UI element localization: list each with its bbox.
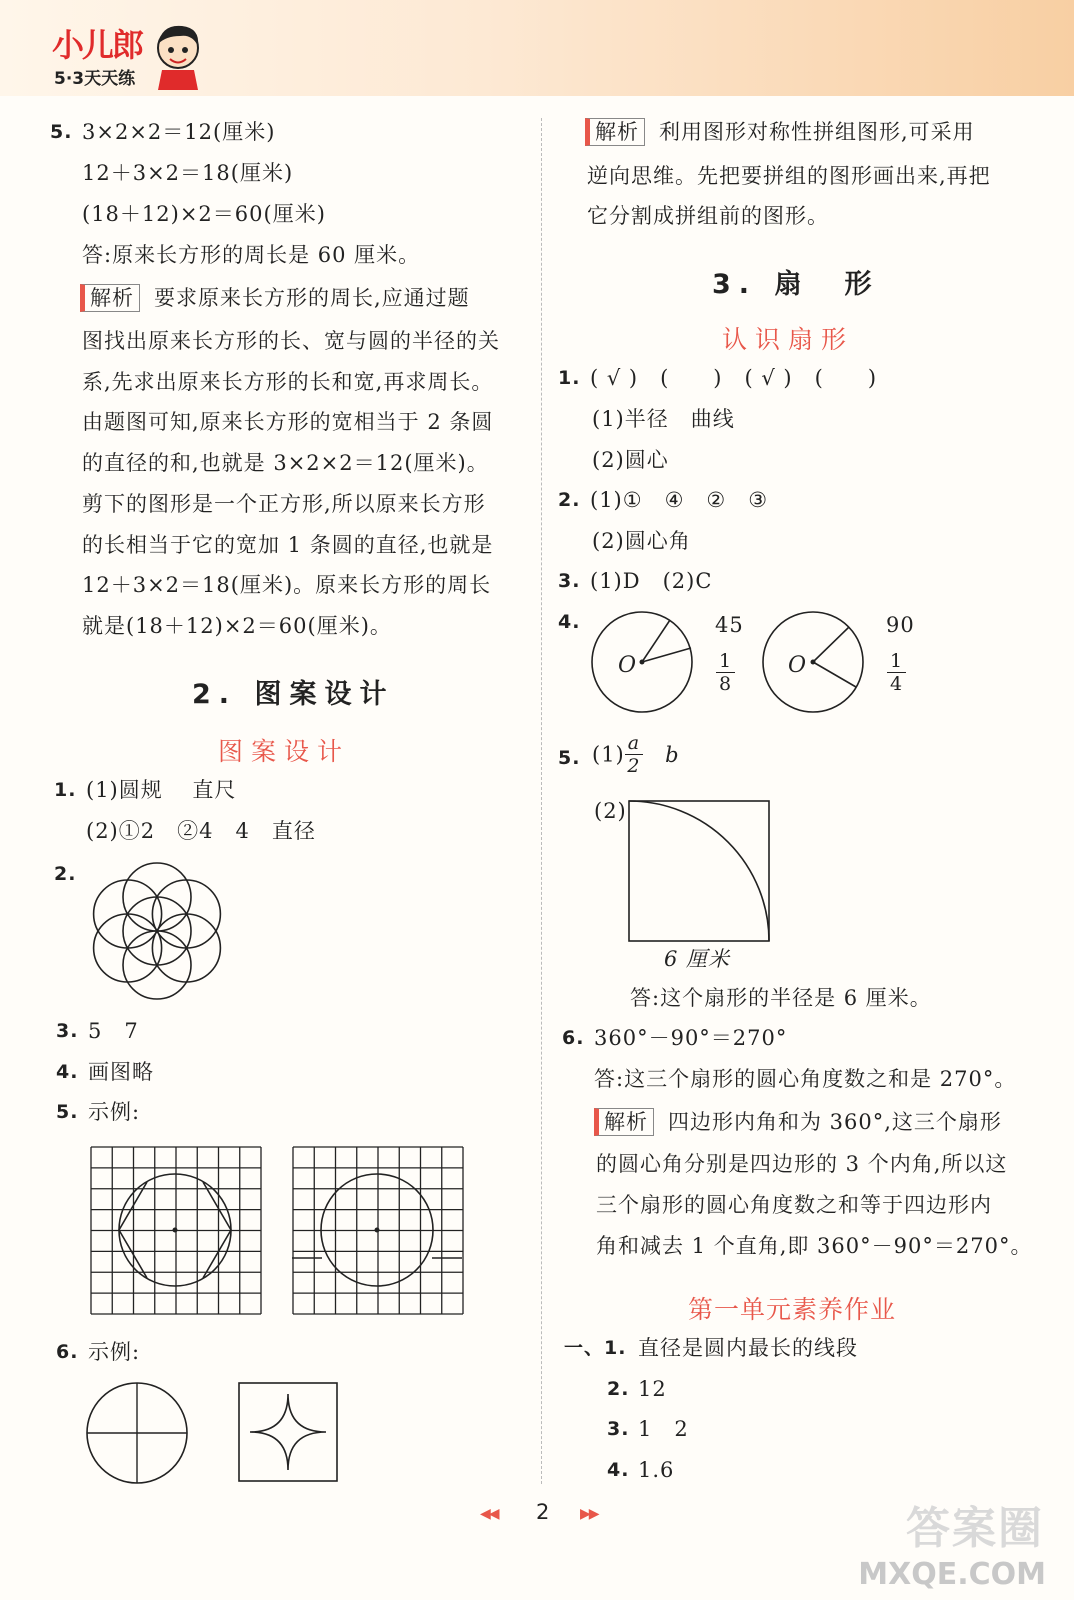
analysis-tag-right-top: 解析: [585, 118, 645, 146]
sector-q5-answer: 答:这个扇形的半径是 6 厘米。: [630, 986, 932, 1010]
analysis-left-line-2: 图找出原来长方形的长、宽与圆的半径的关: [82, 329, 500, 353]
unit-item-1-text: 直径是圆内最长的线段: [638, 1336, 858, 1360]
sector-q2-number: 2.: [558, 489, 581, 511]
flower-of-circles-figure: [86, 864, 228, 998]
sector-q6-line: 360°－90°＝270°: [594, 1026, 788, 1050]
unit-homework-title: 第一单元素养作业: [688, 1295, 897, 1324]
pattern-q1-line-1: (1)圆规 直尺: [86, 778, 237, 802]
analysis-right-top-line-1: 解析 利用图形对称性拼组图形,可采用: [585, 118, 975, 146]
unit-item-2-number: 2.: [607, 1378, 630, 1400]
quarter-circle-in-square-figure: [628, 800, 770, 942]
section-title-pattern: 2. 图案设计: [192, 679, 395, 710]
analysis-right-line-2: 的圆心角分别是四边形的 3 个内角,所以这: [596, 1152, 1008, 1176]
mascot-icon: [152, 22, 204, 90]
square-with-arcs-figure: [238, 1382, 338, 1482]
unit-item-4-number: 4.: [607, 1459, 630, 1481]
analysis-left-line-1: 解析 要求原来长方形的周长,应通过题: [80, 284, 470, 312]
pattern-q3-number: 3.: [56, 1020, 79, 1042]
grid-example-circle-figure: [292, 1146, 464, 1316]
pattern-q1-number: 1.: [54, 779, 77, 801]
pattern-q3-answer: 5 7: [88, 1019, 139, 1043]
series-name: 5·3天天练: [54, 69, 136, 89]
unit-item-3-text: 1 2: [638, 1417, 689, 1441]
grid-example-hexagon-figure: [90, 1146, 262, 1316]
sector-q1-marks: ( √ ) ( ) ( √ ) ( ): [590, 366, 878, 390]
sector-90-degree-figure: [761, 610, 865, 714]
next-page-icon[interactable]: ▶▶: [580, 1506, 598, 1522]
analysis-left-line-9: 就是(18＋12)×2＝60(厘米)。: [82, 614, 392, 638]
sector-b-degree: 90: [886, 613, 915, 637]
subtitle-sector: 认识扇形: [722, 325, 855, 354]
page-number: 2: [536, 1500, 550, 1524]
pattern-q1-line-2: (2)①2 ②4 4 直径: [86, 819, 316, 843]
circle-center-label-b: O: [788, 653, 808, 678]
pattern-q6-number: 6.: [56, 1341, 79, 1363]
sector-a-fraction: $\frac{1}{8}$: [716, 650, 735, 695]
analysis-left-line-5: 的直径的和,也就是 3×2×2＝12(厘米)。: [82, 451, 489, 475]
pattern-q4-answer: 画图略: [88, 1060, 154, 1084]
q5-line-2: 12＋3×2＝18(厘米): [82, 161, 294, 185]
pattern-q6-label: 示例:: [88, 1340, 141, 1364]
pattern-q4-number: 4.: [56, 1061, 79, 1083]
analysis-right-top-line-2: 逆向思维。先把要拼组的图形画出来,再把: [587, 164, 991, 188]
analysis-left-line-6: 剪下的图形是一个正方形,所以原来长方形: [82, 492, 486, 516]
watermark-logo-text: 答案圈: [906, 1503, 1044, 1554]
sector-q1-sub-1: (1)半径 曲线: [592, 407, 735, 431]
unit-item-2-text: 12: [638, 1377, 667, 1401]
analysis-left-line-8: 12＋3×2＝18(厘米)。原来长方形的周长: [82, 573, 492, 597]
sector-q3-number: 3.: [558, 570, 581, 592]
sector-q2-line: (1)① ④ ② ③: [590, 488, 769, 512]
unit-item-4-text: 1.6: [638, 1458, 675, 1482]
sector-45-degree-figure: [590, 610, 694, 714]
analysis-tag-right: 解析: [594, 1108, 654, 1136]
circle-center-label-a: O: [618, 653, 638, 678]
sector-q6-answer: 答:这三个扇形的圆心角度数之和是 270°。: [594, 1067, 1017, 1091]
unit-item-1-number: 一、1.: [564, 1337, 627, 1359]
analysis-right-top-line-3: 它分割成拼组前的图形。: [587, 204, 829, 228]
sector-b-fraction: $\frac{1}{4}$: [887, 650, 906, 695]
analysis-left-line-7: 的长相当于它的宽加 1 条圆的直径,也就是: [82, 533, 494, 557]
analysis-left-line-4: 由题图可知,原来长方形的宽相当于 2 条圆: [82, 410, 494, 434]
analysis-left-line-3: 系,先求出原来长方形的长和宽,再求周长。: [82, 370, 494, 394]
sector-q5-part2-label: (2): [594, 799, 627, 823]
brand-logo: 小儿郎: [52, 26, 143, 64]
sector-q1-number: 1.: [558, 367, 581, 389]
section-title-sector: 3. 扇 形: [712, 269, 880, 300]
q5-number: 5.: [50, 121, 73, 143]
analysis-right-line-3: 三个扇形的圆心角度数之和等于四边形内: [596, 1193, 992, 1217]
analysis-tag: 解析: [80, 284, 140, 312]
analysis-right-line-4: 角和减去 1 个直角,即 360°－90°＝270°。: [596, 1234, 1033, 1258]
prev-page-icon[interactable]: ◀◀: [480, 1506, 498, 1522]
sector-q6-number: 6.: [562, 1027, 585, 1049]
unit-item-3-number: 3.: [607, 1418, 630, 1440]
watermark-url: MXQE.COM: [858, 1557, 1046, 1592]
q5-line-3: (18＋12)×2＝60(厘米): [82, 202, 326, 226]
sector-a-degree: 45: [715, 613, 744, 637]
sector-q4-number: 4.: [558, 611, 581, 633]
sector-q2-sub: (2)圆心角: [592, 529, 691, 553]
square-side-dimension: 6 厘米: [664, 947, 731, 971]
sector-q5-number: 5.: [558, 747, 581, 769]
pattern-q5-number: 5.: [56, 1101, 79, 1123]
pattern-q5-label: 示例:: [88, 1100, 141, 1124]
circle-quartered-figure: [86, 1382, 188, 1484]
analysis-right-line-1: 解析 四边形内角和为 360°,这三个扇形: [594, 1108, 1002, 1136]
subtitle-pattern: 图案设计: [218, 737, 351, 766]
q5-line-1: 3×2×2＝12(厘米): [82, 120, 276, 144]
sector-q5-part1: (1) $\frac{a}{2}$ b: [592, 732, 680, 777]
q5-answer: 答:原来长方形的周长是 60 厘米。: [82, 243, 421, 267]
column-divider: [541, 118, 542, 1484]
sector-q3-line: (1)D (2)C: [590, 569, 713, 593]
pattern-q2-number: 2.: [54, 863, 77, 885]
sector-q1-sub-2: (2)圆心: [592, 448, 669, 472]
